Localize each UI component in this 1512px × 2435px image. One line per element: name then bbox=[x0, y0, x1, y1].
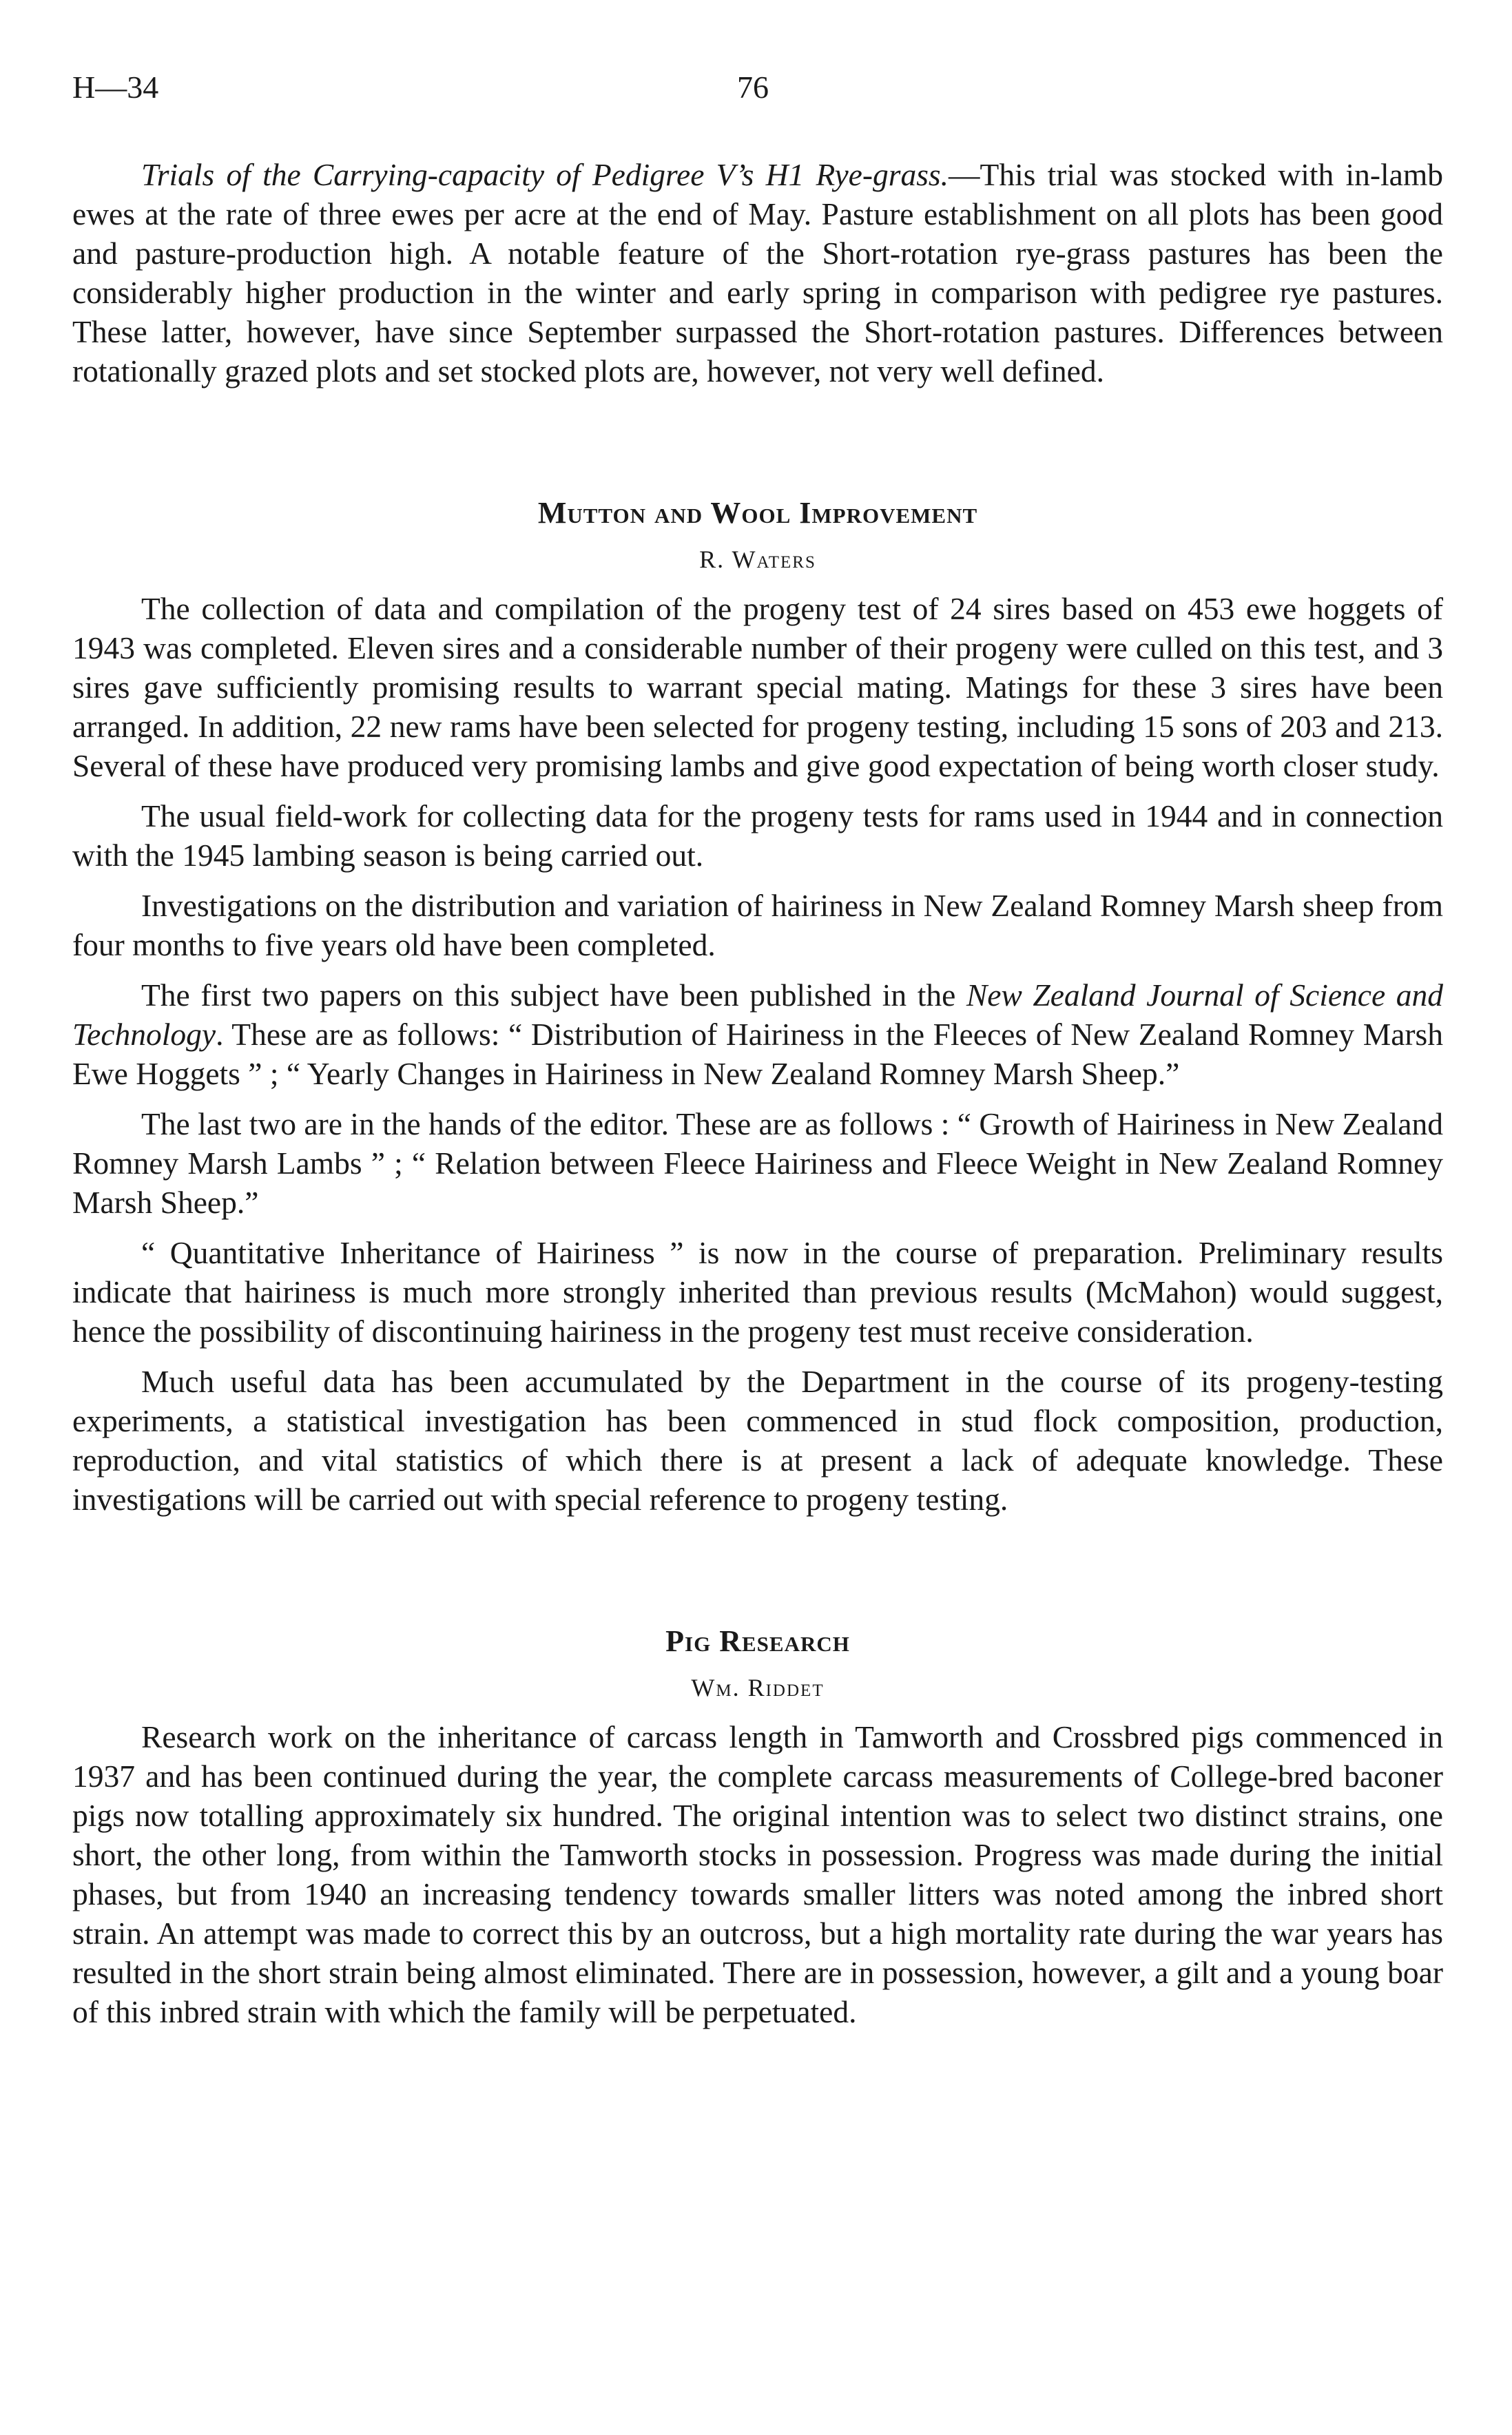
heading-spacer bbox=[72, 1661, 1443, 1670]
section-spacer bbox=[72, 1519, 1443, 1622]
mutton-paragraph-5: The last two are in the hands of the editor. These are as follows : “ Growth of Hairiness in New Zealand Romney Marsh Lambs ” ; “ Relation between Fleece Hairiness and Fleece Weight in New Zealand Romney Marsh Sheep.” bbox=[72, 1106, 1443, 1220]
running-header bbox=[72, 69, 1450, 110]
section-author-riddet: Wm. Riddet bbox=[691, 1674, 825, 1701]
page-number: 76 bbox=[737, 70, 769, 105]
mutton-p4-before: The first two papers on this subject have been published in the bbox=[141, 977, 966, 1013]
trials-paragraph bbox=[72, 155, 1443, 391]
mutton-paragraph-7: Much useful data has been accumulated by the Department in the course of its progeny-testing experiments, a statistical investigation has been commenced in stud flock composition, production, reproduction, and vital statistics of which there is at present a lack of adequate knowledge. These investigations will be carried out with special reference to progeny testing. bbox=[72, 1364, 1443, 1517]
section-author-waters: R. Waters bbox=[699, 546, 816, 573]
mutton-paragraph-4 bbox=[72, 975, 1443, 1093]
mutton-paragraph-1: The collection of data and compilation of the progeny test of 24 sires based on 453 ewe hoggets of 1943 was completed. Eleven sires and a considerable number of their progeny were culled on this test, and 3 sires gave sufficiently promising results to warrant special mating. Matings for these 3 sires have been arranged. In addition, 22 new rams have been selected for progeny testing, including 15 sons of 203 and 213. Several of these have produced very promising lambs and give good expectation of being worth closer study. bbox=[72, 591, 1443, 783]
mutton-p4-after: . These are as follows: “ Distribution of Hairiness in the Fleeces of New Zealand Romney Marsh Ewe Hoggets ” ; “ Yearly Changes in Hairiness in New Zealand Romney Marsh Sheep.” bbox=[72, 1017, 1443, 1091]
report-code: H—34 bbox=[72, 70, 159, 105]
author-spacer bbox=[72, 577, 1443, 589]
section-heading-pig-research: Pig Research bbox=[665, 1624, 850, 1658]
section-heading-mutton-wool: Mutton and Wool Improvement bbox=[537, 496, 978, 530]
mutton-paragraph-2: The usual field-work for collecting data for the progeny tests for rams used in 1944 and in connection with the 1945 lambing season is being carried out. bbox=[72, 798, 1443, 873]
heading-spacer bbox=[72, 532, 1443, 542]
section-spacer bbox=[72, 391, 1443, 494]
mutton-paragraph-3: Investigations on the distribution and variation of hairiness in New Zealand Romney Marsh sheep from four months to five years old have been completed. bbox=[72, 888, 1443, 962]
pig-paragraph-1: Research work on the inheritance of carcass length in Tamworth and Crossbred pigs commenced in 1937 and has been continued during the year, the complete carcass measurements of College-bred baconer pigs now totalling approximately six hundred. The original intention was to select two distinct strains, one short, the other long, from within the Tamworth stocks in possession. Progress was made during the initial phases, but from 1940 an increasing tendency towards smaller litters was noted among the inbred short strain. An attempt was made to correct this by an outcross, but a high mortality rate during the war years has resulted in the short strain being almost eliminated. There are in possession, however, a gilt and a young boar of this inbred strain with which the family will be perpetuated. bbox=[72, 1719, 1443, 2029]
trials-lead-title: Trials of the Carrying-capacity of Pedigree V’s H1 Rye-grass. bbox=[141, 157, 949, 192]
trials-text: —This trial was stocked with in-lamb ewes at the rate of three ewes per acre at the end of May. Pasture establishment on all plots has been good and pasture-production high. A notable feature of the Short-rotation rye-grass pastures has been the considerably higher production in the winter and early spring in comparison with pedigree rye pastures. These latter, however, have since September surpassed the Short-rotation pastures. Differences between rotationally grazed plots and set stocked plots are, however, not very well defined. bbox=[72, 157, 1444, 388]
mutton-paragraph-6: “ Quantitative Inheritance of Hairiness ” is now in the course of preparation. Preliminary results indicate that hairiness is much more strongly inherited than previous results (McMahon) would suggest, hence the possibility of discontinuing hairiness in the progeny test must receive consideration. bbox=[72, 1235, 1443, 1349]
journal-title: New Zealand Journal of Science and Technology bbox=[72, 977, 1444, 1052]
body-text bbox=[72, 155, 1443, 2031]
author-spacer bbox=[72, 1705, 1443, 1717]
